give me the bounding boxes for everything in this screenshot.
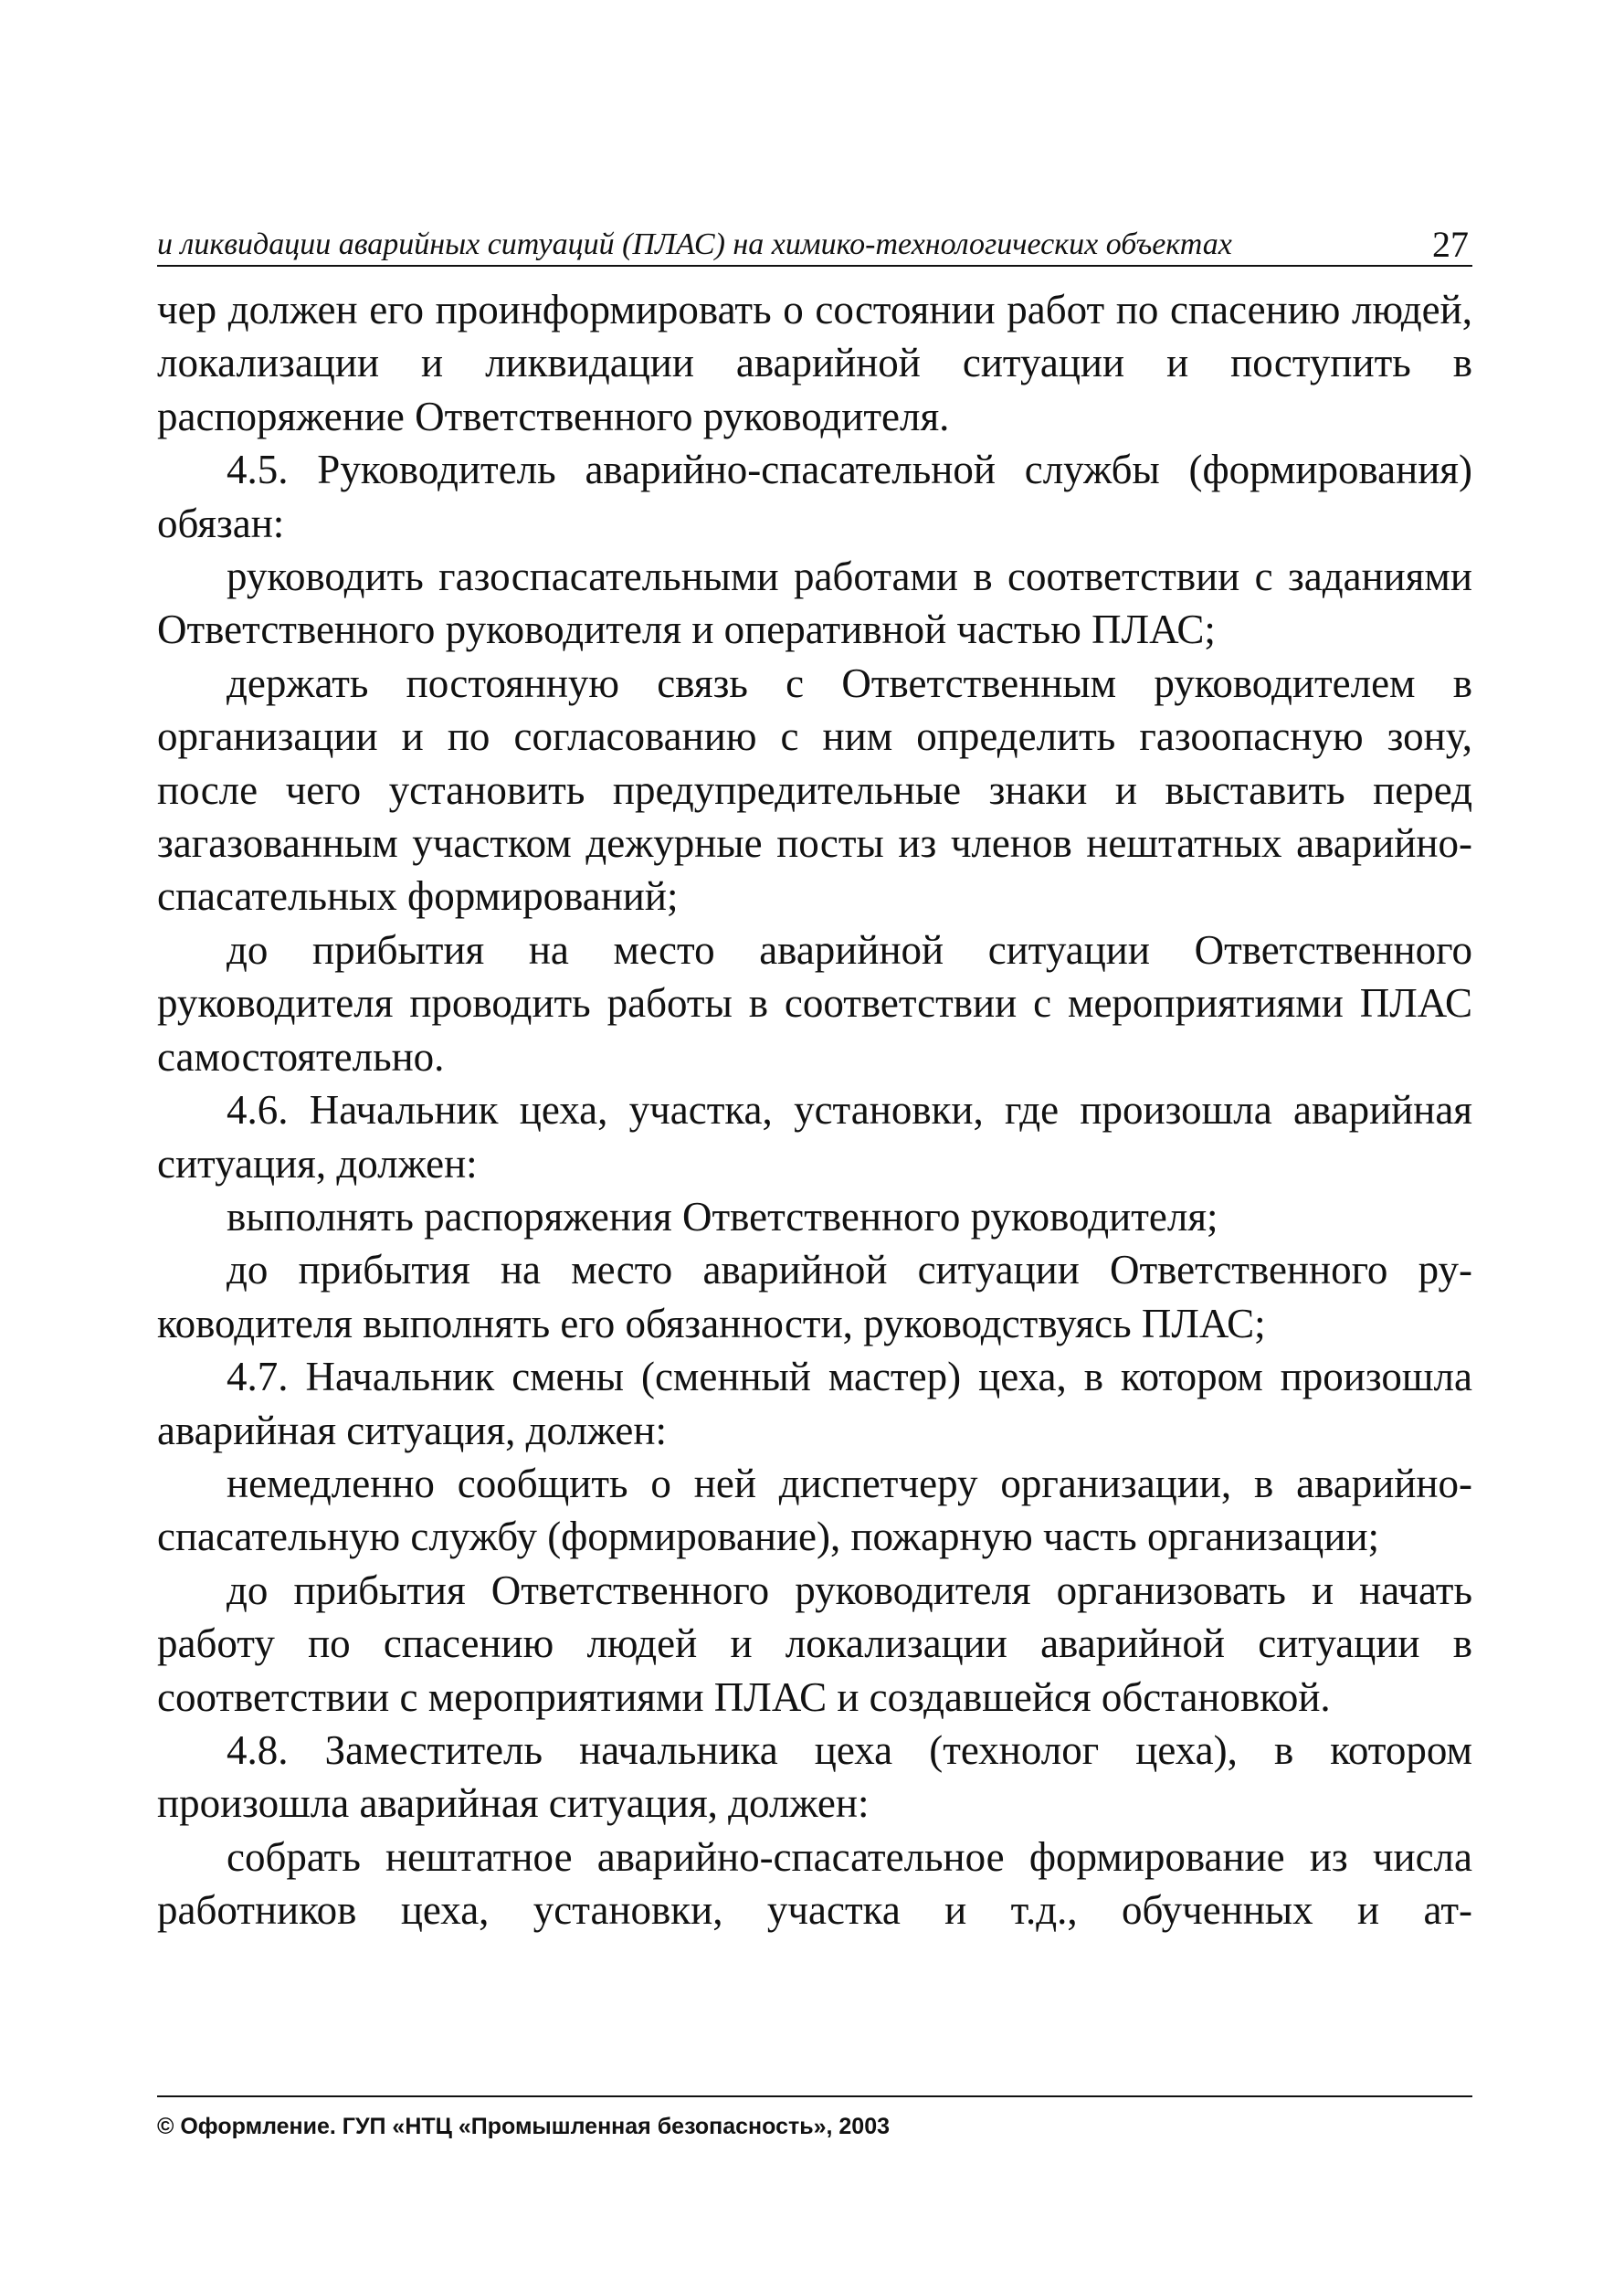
running-header — [157, 217, 1472, 267]
paragraph-duty-continued: собрать нештатное аварийно-спасательное формирование из числа работников цеха, установки, участка и т.д., обученных и ат- — [157, 1833, 1472, 1934]
paragraph-section-4-8: 4.8. Заместитель начальника цеха (технолог цеха), в котором произошла аварийная ситуация, должен: — [157, 1726, 1472, 1827]
document-page — [157, 0, 1472, 2290]
paragraph-duty: немедленно сообщить о ней диспетчеру организации, в аварийно-спасательную службу (формирование), пожарную часть организации; — [157, 1460, 1472, 1560]
footer-divider — [157, 2095, 1472, 2097]
paragraph-section-4-7: 4.7. Начальник смены (сменный мастер) цеха, в котором произошла аварийная ситуация, должен: — [157, 1354, 1472, 1453]
paragraph-duty: до прибытия Ответственного руководителя организовать и начать работу по спасению людей и локализации аварийной ситуации в соответствии с мероприятиями ПЛАС и создавшейся обстановкой. — [157, 1567, 1472, 1720]
paragraph-duty: выполнять распоряжения Ответственного руководителя; — [227, 1193, 1218, 1240]
running-header-title: и ликвидации аварийных ситуаций (ПЛАС) на химико-технологических объектах — [157, 227, 1232, 261]
footer-copyright: © Оформление. ГУП «НТЦ «Промышленная безопасность», 2003 — [157, 2114, 891, 2139]
paragraph-duty: держать постоянную связь с Ответственным руководителем в организации и по согласованию с ним определить газоопасную зону, после чего установить предупредительные знаки и выставить перед загазованным участком дежурные посты из членов нештатных аварийно-спасательных формирований; — [157, 660, 1472, 920]
paragraph-section-4-6: 4.6. Начальник цеха, участка, установки, где произошла аварийная ситуация, должен: — [157, 1087, 1472, 1187]
paragraph-duty: до прибытия на место аварийной ситуации Ответственного руководителя проводить работы в соответствии с мероприятиями ПЛАС самостоятельно. — [157, 926, 1472, 1080]
paragraph-duty: до прибытия на место аварийной ситуации Ответственного руководителя выполнять его обязанности, руководствуясь ПЛАС; — [157, 1247, 1472, 1346]
paragraph-section-4-5: 4.5. Руководитель аварийно-спасательной службы (формирования) обязан: — [157, 447, 1472, 546]
paragraph-continuation: чер должен его проинформировать о состоянии работ по спасению людей, локализации и ликвидации аварийной ситуации и поступить в распоряжение Ответственного руководителя. — [157, 287, 1472, 439]
page-number: 27 — [1432, 224, 1469, 265]
paragraph-duty: руководить газоспасательными работами в соответствии с заданиями Ответственного руководителя и оперативной частью ПЛАС; — [157, 554, 1472, 653]
body-text — [157, 283, 1472, 1937]
